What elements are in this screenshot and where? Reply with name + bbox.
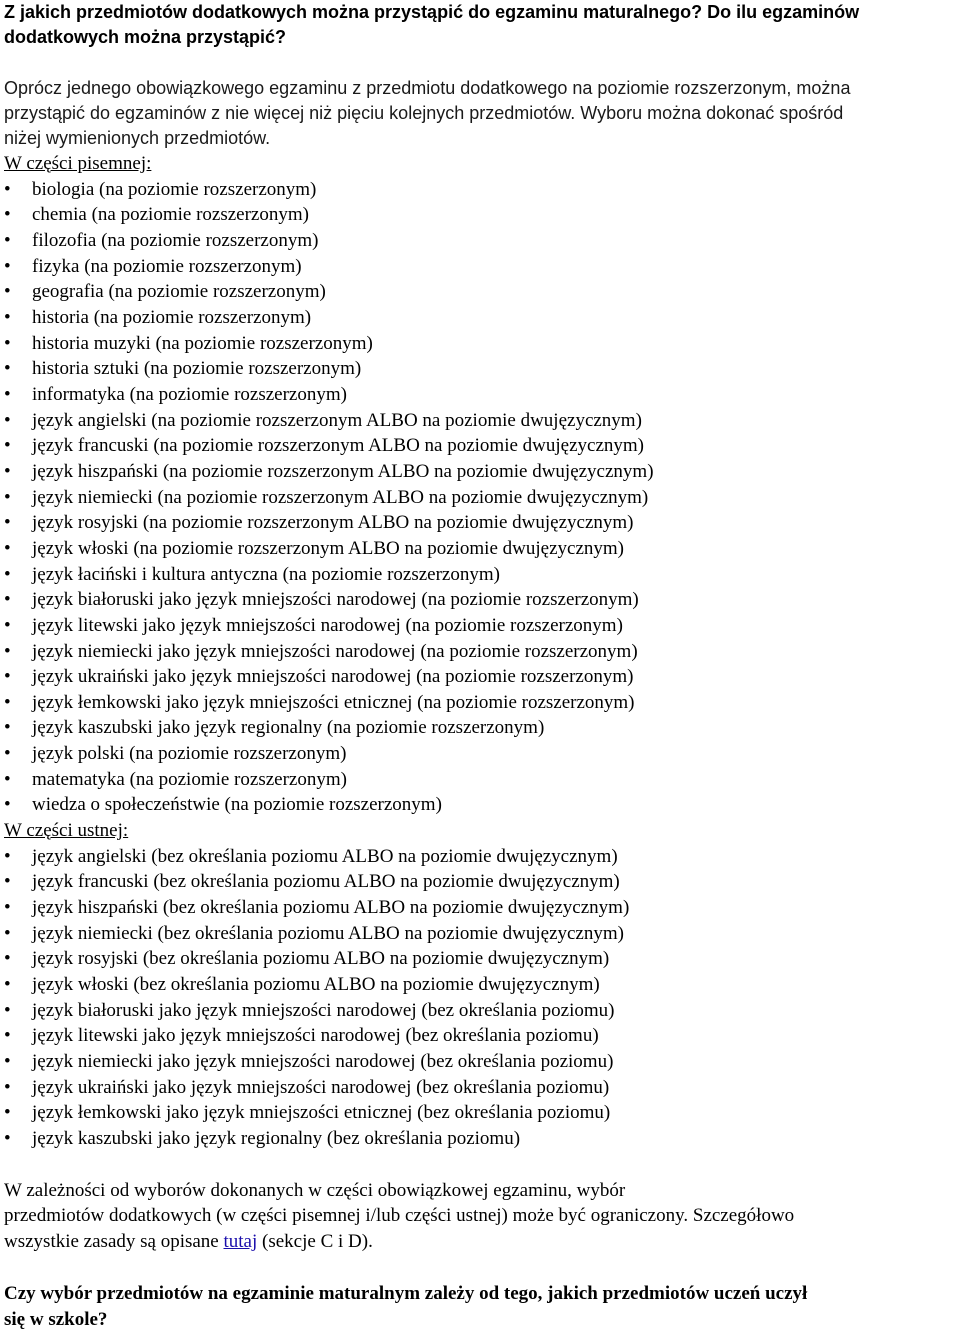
bullet-icon: •	[4, 332, 11, 354]
question-2-line-2: się w szkole?	[4, 1308, 108, 1330]
oral-subject-item-label: język niemiecki jako język mniejszości narodowej (bez określania poziomu)	[32, 1051, 614, 1073]
bullet-icon: •	[4, 691, 11, 713]
written-subject-item	[4, 408, 958, 434]
bullet-icon: •	[4, 281, 11, 303]
intro-line-3: niżej wymienionych przedmiotów.	[4, 128, 271, 148]
bullet-icon: •	[4, 897, 11, 919]
written-subject-item	[4, 690, 958, 716]
rules-link[interactable]: tutaj	[223, 1231, 258, 1253]
written-subject-item	[4, 254, 958, 280]
bullet-icon: •	[4, 999, 11, 1021]
written-subject-item-label: geografia (na poziomie rozszerzonym)	[32, 281, 326, 303]
written-subject-item-label: język litewski jako język mniejszości narodowej (na poziomie rozszerzonym)	[32, 614, 623, 636]
bullet-icon: •	[4, 922, 11, 944]
oral-subject-item-label: język włoski (bez określania poziomu ALBO na poziomie dwujęzycznym)	[32, 974, 600, 996]
oral-subject-item-label: język białoruski jako język mniejszości narodowej (bez określania poziomu)	[32, 999, 615, 1021]
bullet-icon: •	[4, 460, 11, 482]
bullet-icon: •	[4, 255, 11, 277]
oral-subject-item-label: język hiszpański (bez określania poziomu ALBO na poziomie dwujęzycznym)	[32, 897, 630, 919]
closing-line-2: przedmiotów dodatkowych (w części pisemnej i/lub części ustnej) może być ograniczony. Szczegółowo	[4, 1205, 795, 1227]
written-subject-item-label: język łaciński i kultura antyczna (na poziomie rozszerzonym)	[32, 563, 500, 585]
bullet-icon: •	[4, 512, 11, 534]
written-subject-item-label: biologia (na poziomie rozszerzonym)	[32, 178, 317, 200]
intro-line-1: Oprócz jednego obowiązkowego egzaminu z przedmiotu dodatkowego na poziomie rozszerzonym, można	[4, 78, 851, 98]
bullet-icon: •	[4, 486, 11, 508]
bullet-icon: •	[4, 614, 11, 636]
written-subject-item-label: język francuski (na poziomie rozszerzonym ALBO na poziomie dwujęzycznym)	[32, 435, 645, 457]
written-subject-item-label: filozofia (na poziomie rozszerzonym)	[32, 230, 319, 252]
oral-subject-item-label: język litewski jako język mniejszości narodowej (bez określania poziomu)	[32, 1025, 599, 1047]
oral-subject-item-label: język łemkowski jako język mniejszości etnicznej (bez określania poziomu)	[32, 1102, 611, 1124]
intro-line-2: przystąpić do egzaminów z nie więcej niż pięciu kolejnych przedmiotów. Wyboru można dokonać spośród	[4, 103, 844, 123]
written-subject-item	[4, 331, 958, 357]
written-subject-item-label: historia muzyki (na poziomie rozszerzonym)	[32, 332, 373, 354]
intro-paragraph	[4, 76, 958, 151]
question-heading-2	[4, 1281, 958, 1332]
oral-subject-item-label: język angielski (bez określania poziomu ALBO na poziomie dwujęzycznym)	[32, 845, 618, 867]
oral-subject-item	[4, 869, 958, 895]
written-subject-item-label: historia sztuki (na poziomie rozszerzonym)	[32, 358, 362, 380]
written-subject-item-label: język niemiecki jako język mniejszości narodowej (na poziomie rozszerzonym)	[32, 640, 638, 662]
bullet-icon: •	[4, 871, 11, 893]
written-subject-item-label: język włoski (na poziomie rozszerzonym ALBO na poziomie dwujęzycznym)	[32, 537, 624, 559]
written-subject-item-label: język łemkowski jako język mniejszości etnicznej (na poziomie rozszerzonym)	[32, 691, 635, 713]
closing-line-3-end: (sekcje C i D).	[257, 1231, 373, 1253]
written-subject-item	[4, 639, 958, 665]
written-subject-item-label: język hiszpański (na poziomie rozszerzonym ALBO na poziomie dwujęzycznym)	[32, 460, 654, 482]
oral-subjects-list	[4, 844, 958, 1152]
document-page	[4, 0, 958, 1332]
closing-paragraph	[4, 1178, 958, 1255]
oral-subject-item	[4, 972, 958, 998]
oral-subject-item	[4, 946, 958, 972]
bullet-icon: •	[4, 178, 11, 200]
written-subject-item-label: chemia (na poziomie rozszerzonym)	[32, 204, 309, 226]
bullet-icon: •	[4, 1128, 11, 1150]
question-heading-1	[4, 0, 958, 50]
bullet-icon: •	[4, 717, 11, 739]
written-subject-item	[4, 587, 958, 613]
oral-subject-item	[4, 1023, 958, 1049]
written-subject-item	[4, 715, 958, 741]
oral-subject-item	[4, 1075, 958, 1101]
bullet-icon: •	[4, 537, 11, 559]
written-subject-item-label: wiedza o społeczeństwie (na poziomie rozszerzonym)	[32, 794, 442, 816]
written-subject-item-label: informatyka (na poziomie rozszerzonym)	[32, 383, 347, 405]
oral-subject-item-label: język rosyjski (bez określania poziomu ALBO na poziomie dwujęzycznym)	[32, 948, 610, 970]
bullet-icon: •	[4, 794, 11, 816]
bullet-icon: •	[4, 306, 11, 328]
oral-subject-item-label: język niemiecki (bez określania poziomu ALBO na poziomie dwujęzycznym)	[32, 922, 624, 944]
bullet-icon: •	[4, 666, 11, 688]
oral-subject-item	[4, 921, 958, 947]
written-subject-item-label: język polski (na poziomie rozszerzonym)	[32, 743, 347, 765]
written-subject-item	[4, 433, 958, 459]
written-subject-item-label: język niemiecki (na poziomie rozszerzonym ALBO na poziomie dwujęzycznym)	[32, 486, 649, 508]
written-subject-item-label: język ukraiński jako język mniejszości narodowej (na poziomie rozszerzonym)	[32, 666, 634, 688]
written-subject-item	[4, 459, 958, 485]
bullet-icon: •	[4, 845, 11, 867]
closing-line-3-start: wszystkie zasady są opisane	[4, 1231, 224, 1253]
oral-section-heading: W części ustnej:	[4, 820, 129, 842]
closing-line-1: W zależności od wyborów dokonanych w części obowiązkowej egzaminu, wybór	[4, 1179, 626, 1201]
written-section-heading: W części pisemnej:	[4, 153, 152, 174]
oral-subject-item-label: język kaszubski jako język regionalny (bez określania poziomu)	[32, 1128, 521, 1150]
bullet-icon: •	[4, 1051, 11, 1073]
written-subject-item	[4, 228, 958, 254]
written-subject-item	[4, 382, 958, 408]
written-subject-item-label: język białoruski jako język mniejszości narodowej (na poziomie rozszerzonym)	[32, 589, 639, 611]
written-subject-item-label: język kaszubski jako język regionalny (na poziomie rozszerzonym)	[32, 717, 545, 739]
written-subject-item	[4, 741, 958, 767]
bullet-icon: •	[4, 768, 11, 790]
written-subject-item	[4, 202, 958, 228]
oral-subject-item-label: język francuski (bez określania poziomu ALBO na poziomie dwujęzycznym)	[32, 871, 620, 893]
written-subject-item-label: język angielski (na poziomie rozszerzonym ALBO na poziomie dwujęzycznym)	[32, 409, 642, 431]
written-subject-item	[4, 664, 958, 690]
bullet-icon: •	[4, 640, 11, 662]
bullet-icon: •	[4, 589, 11, 611]
written-subject-item	[4, 767, 958, 793]
written-subject-item-label: historia (na poziomie rozszerzonym)	[32, 306, 312, 328]
written-subject-item-label: język rosyjski (na poziomie rozszerzonym ALBO na poziomie dwujęzycznym)	[32, 512, 634, 534]
bullet-icon: •	[4, 948, 11, 970]
bullet-icon: •	[4, 435, 11, 457]
question-1-line-1: Z jakich przedmiotów dodatkowych można przystąpić do egzaminu maturalnego? Do ilu egzaminów	[4, 2, 860, 22]
oral-subject-item	[4, 998, 958, 1024]
written-subject-item	[4, 485, 958, 511]
bullet-icon: •	[4, 743, 11, 765]
bullet-icon: •	[4, 1025, 11, 1047]
written-subject-item	[4, 792, 958, 818]
bullet-icon: •	[4, 230, 11, 252]
written-subject-item-label: fizyka (na poziomie rozszerzonym)	[32, 255, 302, 277]
written-subject-item	[4, 536, 958, 562]
written-subjects-list	[4, 177, 958, 818]
written-subject-item	[4, 279, 958, 305]
written-subject-item	[4, 510, 958, 536]
oral-subject-item	[4, 1126, 958, 1152]
written-subject-item	[4, 613, 958, 639]
oral-subject-item	[4, 1049, 958, 1075]
written-subject-item	[4, 356, 958, 382]
bullet-icon: •	[4, 409, 11, 431]
bullet-icon: •	[4, 1102, 11, 1124]
bullet-icon: •	[4, 974, 11, 996]
written-subject-item	[4, 177, 958, 203]
bullet-icon: •	[4, 383, 11, 405]
written-subject-item	[4, 305, 958, 331]
bullet-icon: •	[4, 563, 11, 585]
question-2-line-1: Czy wybór przedmiotów na egzaminie maturalnym zależy od tego, jakich przedmiotów uczeń uczył	[4, 1282, 808, 1304]
oral-subject-item	[4, 844, 958, 870]
oral-subject-item	[4, 1100, 958, 1126]
question-1-line-2: dodatkowych można przystąpić?	[4, 27, 287, 47]
bullet-icon: •	[4, 1076, 11, 1098]
oral-subject-item-label: język ukraiński jako język mniejszości narodowej (bez określania poziomu)	[32, 1076, 610, 1098]
written-subject-item-label: matematyka (na poziomie rozszerzonym)	[32, 768, 347, 790]
bullet-icon: •	[4, 358, 11, 380]
oral-subject-item	[4, 895, 958, 921]
written-subject-item	[4, 562, 958, 588]
bullet-icon: •	[4, 204, 11, 226]
